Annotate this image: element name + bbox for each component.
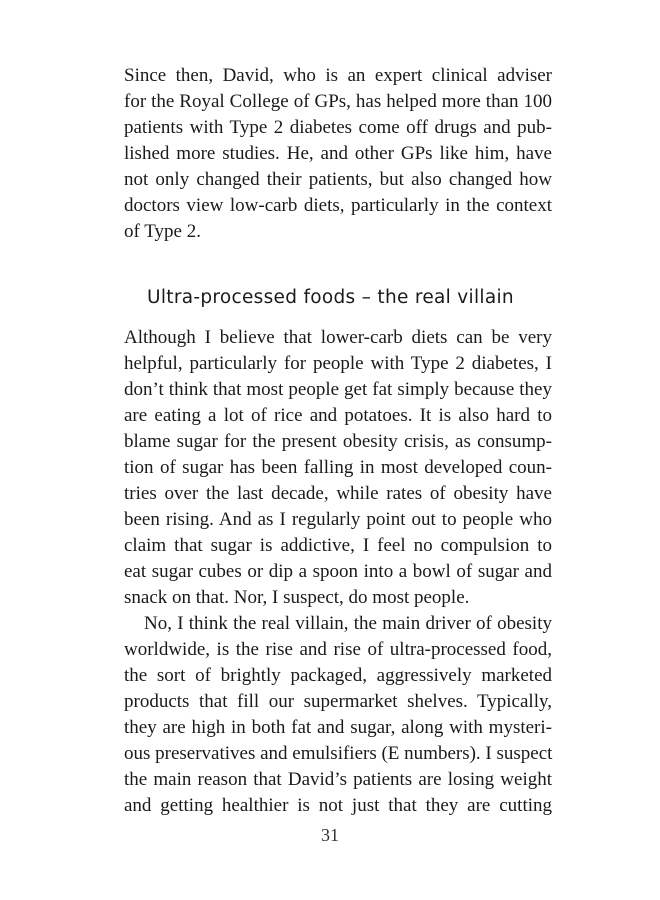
text-line: Although I believe that lower-carb diets can be very xyxy=(124,327,552,348)
text-line: not only changed their patients, but also changed how xyxy=(124,169,552,190)
text-line: the main reason that David’s patients are losing weight xyxy=(124,769,552,790)
text-line: don’t think that most people get fat simply because they xyxy=(124,379,552,400)
text-line: snack on that. Nor, I suspect, do most people. xyxy=(124,587,470,608)
text-line: tries over the last decade, while rates of obesity have xyxy=(124,483,552,504)
intro-paragraph xyxy=(124,63,552,245)
text-line: tion of sugar has been falling in most developed coun- xyxy=(124,457,552,478)
text-line: doctors view low-carb diets, particularly in the context xyxy=(124,195,552,216)
text-line: and getting healthier is not just that they are cutting xyxy=(124,795,552,816)
text-line: been rising. And as I regularly point out to people who xyxy=(124,509,552,530)
text-line: the sort of brightly packaged, aggressively marketed xyxy=(124,665,552,686)
section-heading: Ultra-processed foods – the real villain xyxy=(147,287,514,308)
text-line: claim that sugar is addictive, I feel no compulsion to xyxy=(124,535,552,556)
text-line: patients with Type 2 diabetes come off drugs and pub- xyxy=(124,117,552,138)
text-line: ous preservatives and emulsifiers (E numbers). I suspect xyxy=(124,743,553,764)
paragraph-2 xyxy=(124,611,552,819)
text-line: eat sugar cubes or dip a spoon into a bowl of sugar and xyxy=(124,561,552,582)
text-line: products that fill our supermarket shelves. Typically, xyxy=(124,691,552,712)
main-body xyxy=(124,325,552,819)
text-line: worldwide, is the rise and rise of ultra-processed food, xyxy=(124,639,552,660)
text-line: No, I think the real villain, the main driver of obesity xyxy=(144,613,552,634)
text-line: lished more studies. He, and other GPs like him, have xyxy=(124,143,552,164)
text-line: of Type 2. xyxy=(124,221,201,242)
paragraph-1 xyxy=(124,325,552,611)
text-line: helpful, particularly for people with Type 2 diabetes, I xyxy=(124,353,552,374)
text-line: for the Royal College of GPs, has helped more than 100 xyxy=(124,91,552,112)
text-line: they are high in both fat and sugar, along with mysteri- xyxy=(124,717,552,738)
text-line: blame sugar for the present obesity crisis, as consump- xyxy=(124,431,552,452)
text-line: are eating a lot of rice and potatoes. It is also hard to xyxy=(124,405,552,426)
page-number: 31 xyxy=(321,825,339,845)
text-line: Since then, David, who is an expert clinical adviser xyxy=(124,65,552,86)
